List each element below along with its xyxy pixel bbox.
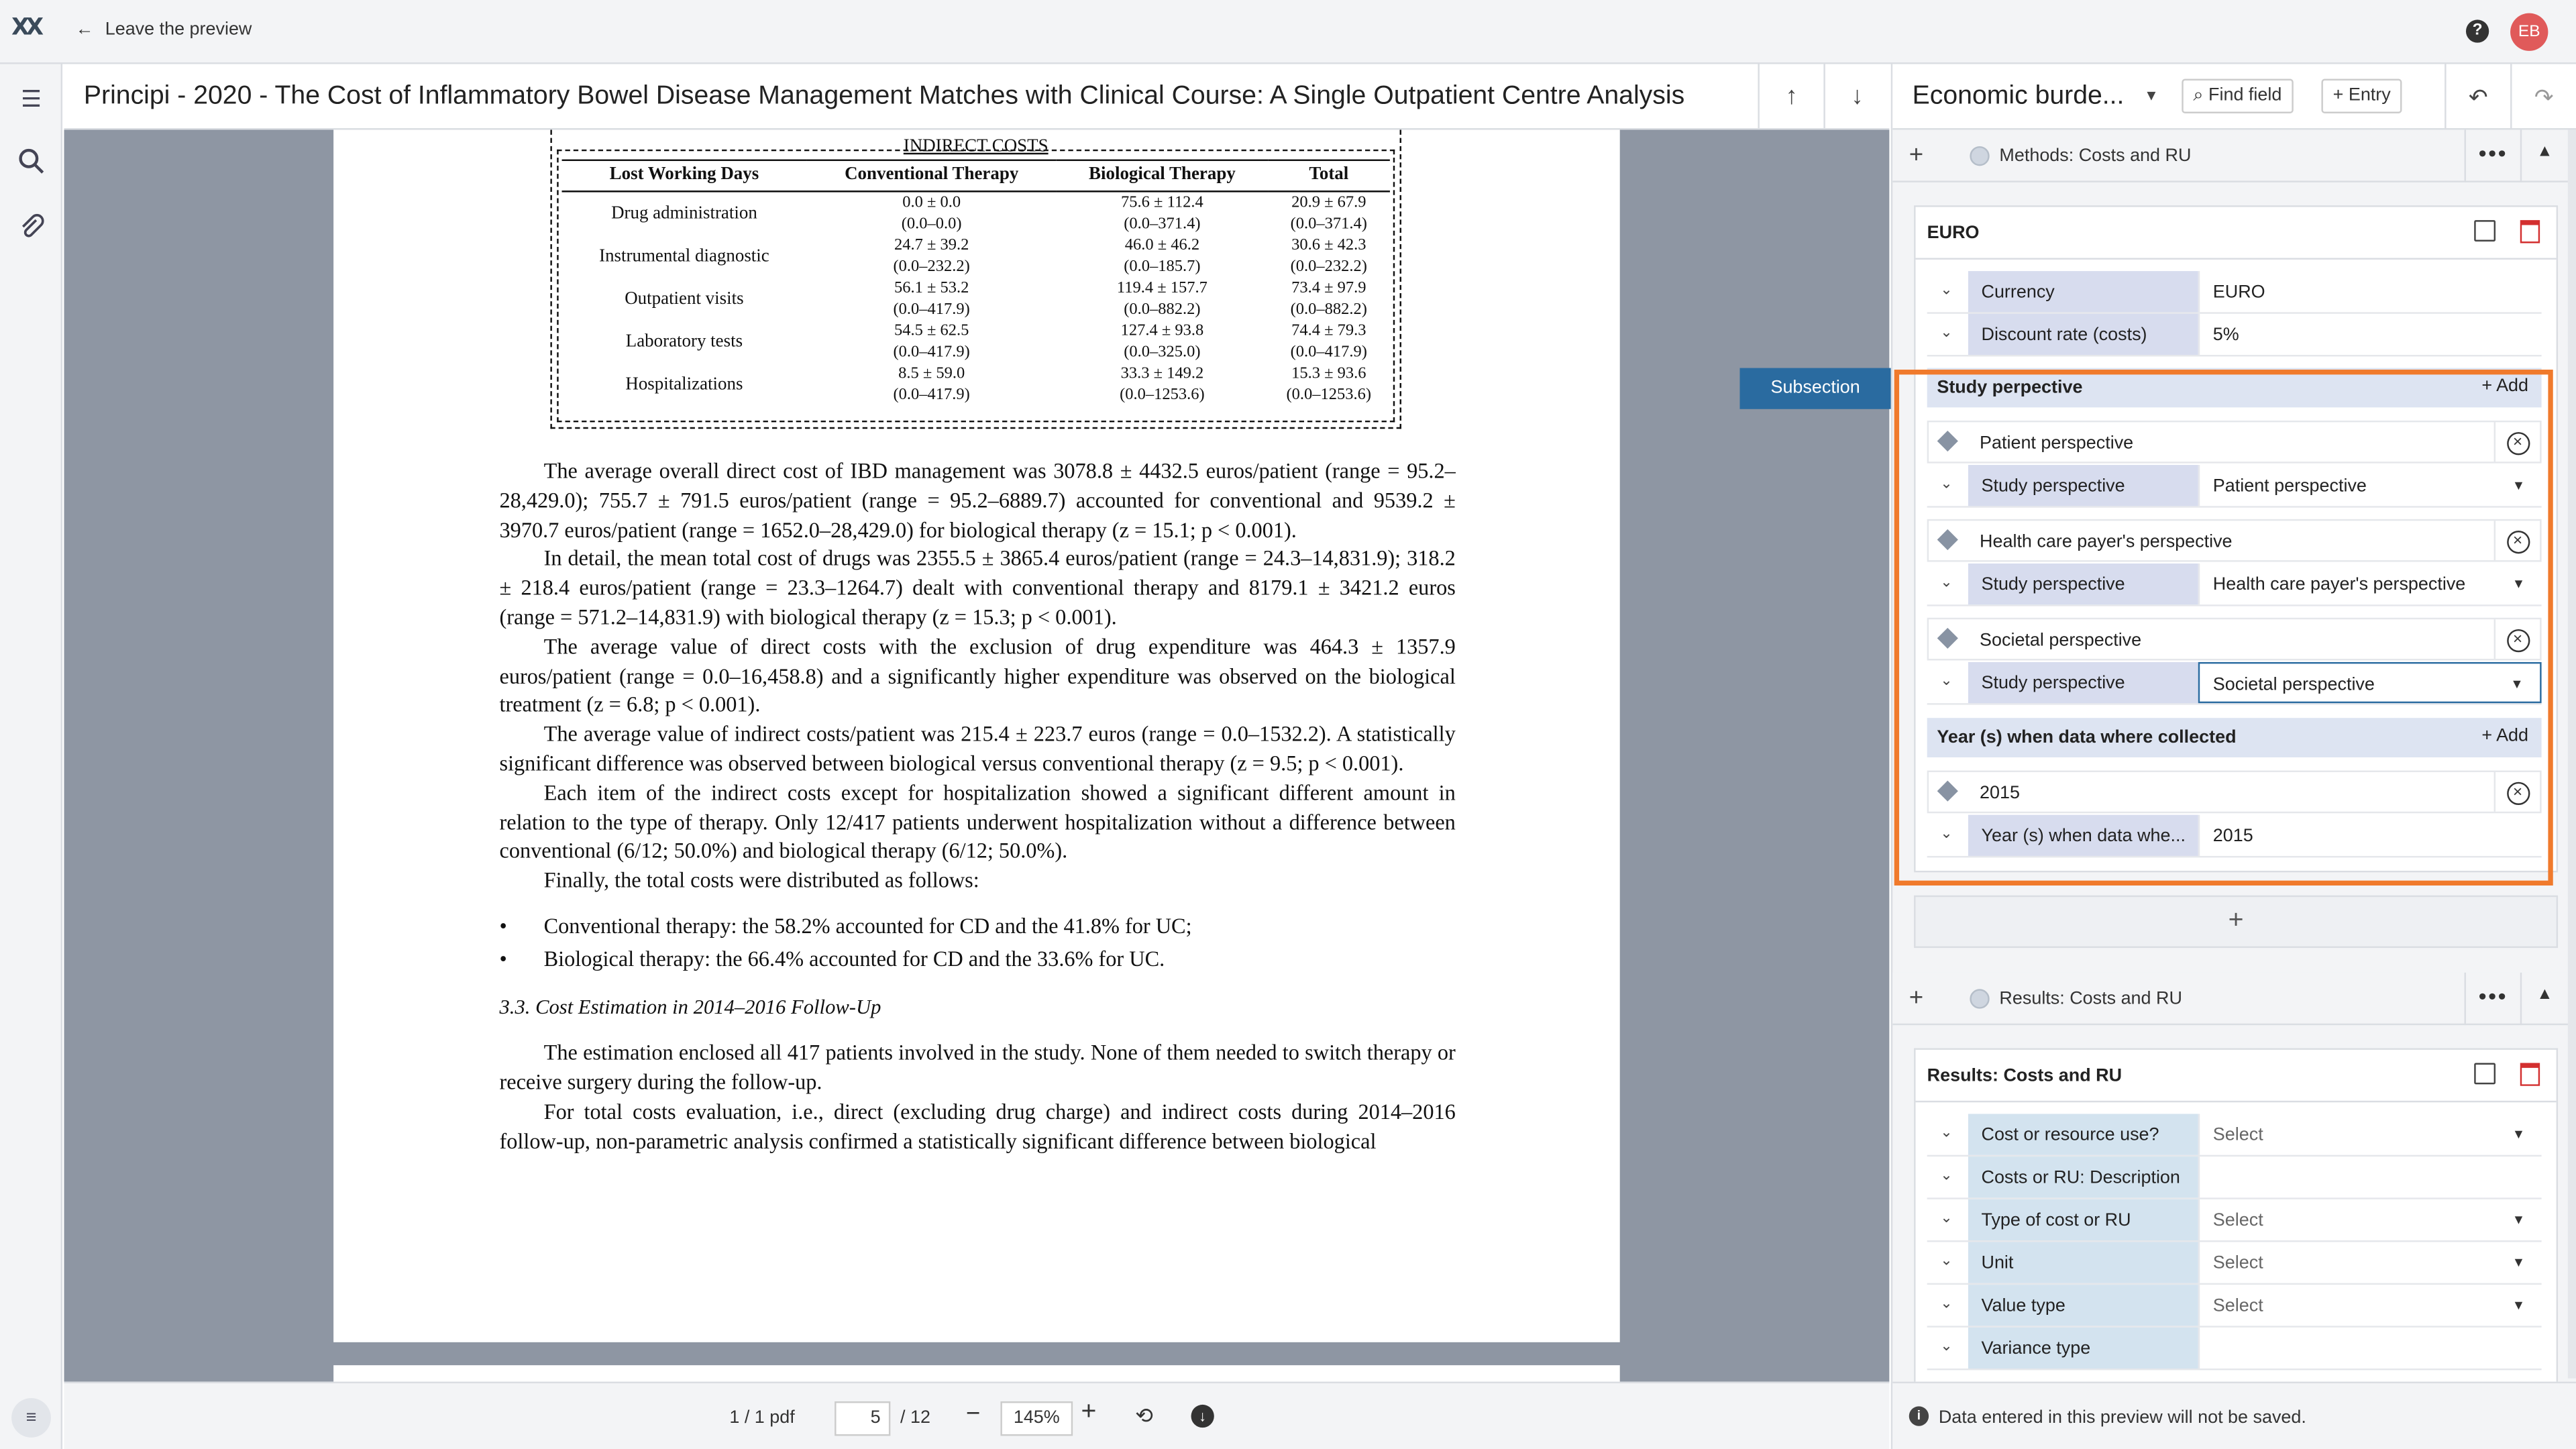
paragraph: The average value of indirect costs/patient was 215.4 ± 223.7 euros (range = 0.0–1532.2). A statistically significant difference was observed between biological versus conventional therapy (z = 9.5; p < 0.001). bbox=[499, 721, 1456, 775]
entry-label: Entry bbox=[2348, 85, 2391, 105]
zoom-in-button[interactable]: + bbox=[1081, 1398, 1097, 1426]
card-title: EURO bbox=[1927, 223, 1980, 244]
panel-scrollbar[interactable] bbox=[2568, 129, 2576, 1378]
field-input[interactable]: Select ▼ bbox=[2198, 1242, 2542, 1283]
table-cell: 24.7 ± 39.2 (0.0–232.2) bbox=[893, 236, 970, 276]
table-cell: 30.6 ± 42.3 (0.0–232.2) bbox=[1290, 236, 1367, 276]
chevron-down-icon[interactable]: ⌄ bbox=[1940, 672, 1953, 689]
chevron-down-icon[interactable]: ⌄ bbox=[1940, 1209, 1953, 1226]
add-year-button[interactable]: + Add bbox=[2481, 726, 2529, 746]
chevron-down-icon[interactable]: ⌄ bbox=[1940, 824, 1953, 841]
download-icon[interactable]: ↓ bbox=[1191, 1405, 1214, 1428]
diamond-icon bbox=[1937, 628, 1958, 649]
dropdown-arrow-icon: ▼ bbox=[2512, 1212, 2526, 1228]
entry-row[interactable] bbox=[1927, 771, 2542, 814]
study-perspective-select[interactable]: Societal perspective ▼ bbox=[2198, 662, 2542, 703]
section-status-icon bbox=[1970, 146, 1989, 166]
pdf-next-page bbox=[333, 1365, 1620, 1381]
field-row bbox=[1927, 1114, 2542, 1157]
table-header: Total bbox=[1268, 160, 1390, 192]
pdf-count: 1 / 1 pdf bbox=[729, 1407, 795, 1428]
app-logo[interactable]: XX bbox=[11, 15, 41, 42]
add-section-button[interactable]: + bbox=[1909, 141, 1924, 170]
table-cell: Instrumental diagnostic bbox=[599, 246, 769, 266]
table-cell: 127.4 ± 93.8 (0.0–325.0) bbox=[1120, 322, 1204, 362]
field-row-study-perspective bbox=[1927, 564, 2542, 606]
pdf-body-text bbox=[499, 457, 1455, 1156]
close-icon: × bbox=[2506, 782, 2529, 805]
collapse-icon[interactable]: ▲ bbox=[2536, 985, 2553, 1004]
pdf-viewer[interactable] bbox=[64, 129, 1890, 1381]
field-label: Currency bbox=[1968, 271, 2198, 312]
year-subsection bbox=[1927, 718, 2542, 757]
table-cell: Hospitalizations bbox=[625, 374, 743, 394]
subsection-title: Year (s) when data where collected bbox=[1937, 727, 2237, 748]
table-cell: 0.0 ± 0.0 (0.0–0.0) bbox=[901, 193, 962, 233]
diamond-icon bbox=[1937, 529, 1958, 550]
notice-text: Data entered in this preview will not be saved. bbox=[1938, 1407, 2306, 1428]
paragraph: For total costs evaluation, i.e., direct (excluding drug charge) and indirect costs during 2014–2016 follow-up, non-parametric analysis confirmed a statistically significant difference between biological bbox=[499, 1099, 1456, 1153]
zoom-out-button[interactable]: − bbox=[966, 1399, 981, 1428]
field-label: Year (s) when data whe... bbox=[1968, 815, 2198, 856]
document-title-bar bbox=[64, 64, 1890, 130]
field-row bbox=[1927, 1328, 2542, 1371]
card-title: Results: Costs and RU bbox=[1927, 1066, 2123, 1086]
methods-card bbox=[1914, 205, 2558, 872]
table-row bbox=[562, 278, 1390, 321]
field-input[interactable]: Select ▼ bbox=[2198, 1199, 2542, 1240]
table-cell: 8.5 ± 59.0 (0.0–417.9) bbox=[893, 364, 970, 405]
table-cell: 119.4 ± 157.7 (0.0–882.2) bbox=[1116, 279, 1208, 319]
entry-row[interactable] bbox=[1927, 519, 2542, 562]
chevron-down-icon[interactable]: ⌄ bbox=[1940, 1166, 1953, 1183]
collapse-icon[interactable]: ▲ bbox=[2536, 143, 2553, 162]
table-cell: 56.1 ± 53.2 (0.0–417.9) bbox=[893, 279, 970, 319]
add-study-perspective-button[interactable]: + Add bbox=[2481, 376, 2529, 396]
card-header bbox=[1916, 1050, 2557, 1102]
currency-input[interactable]: EURO bbox=[2198, 271, 2542, 312]
table-header: Conventional Therapy bbox=[806, 160, 1057, 192]
paragraph: In detail, the mean total cost of drugs was 2355.5 ± 3865.4 euros/patient (range = 24.3–14,831.9); 318.2 ± 218.4 euros/patient (range = 23.3–1264.7) dealt with conventional therapy and 8179.1 ± 3421.2 euros (range = 571.2–14,831.9) with biological therapy (z = 15.3; p < 0.001). bbox=[499, 546, 1456, 629]
chevron-down-icon[interactable]: ⌄ bbox=[1940, 323, 1953, 340]
year-input[interactable]: 2015 bbox=[2198, 815, 2542, 856]
field-row-currency bbox=[1927, 271, 2542, 314]
panel-header bbox=[1892, 64, 2576, 130]
pdf-page bbox=[333, 129, 1620, 1342]
page-number-input[interactable]: 5 bbox=[835, 1401, 890, 1436]
field-label: Discount rate (costs) bbox=[1968, 314, 2198, 355]
zoom-level-input[interactable]: 145% bbox=[1000, 1401, 1073, 1436]
section-bar-results bbox=[1892, 973, 2576, 1025]
field-row bbox=[1927, 1285, 2542, 1328]
paragraph: The estimation enclosed all 417 patients involved in the study. None of them needed to switch therapy or receive surgery during the follow-up. bbox=[499, 1040, 1456, 1095]
list-icon[interactable]: ☰ bbox=[21, 85, 42, 112]
table-cell: 20.9 ± 67.9 (0.0–371.4) bbox=[1290, 193, 1367, 233]
paragraph: The average value of direct costs with the exclusion of drug expenditure was 464.3 ± 1357.9 euros/patient (range = 0.0–16,458.8) and a significantly higher expenditure was observed on the biological treatment (z = 6.8; p < 0.001). bbox=[499, 633, 1456, 717]
field-label: Cost or resource use? bbox=[1968, 1114, 2198, 1155]
discount-rate-input[interactable]: 5% bbox=[2198, 314, 2542, 355]
section-status-icon bbox=[1970, 989, 1989, 1008]
extraction-panel bbox=[1891, 64, 2576, 1449]
duplicate-icon[interactable] bbox=[2474, 1063, 2496, 1085]
field-label: Unit bbox=[1968, 1242, 2198, 1283]
field-label: Study perspective bbox=[1968, 662, 2198, 703]
entry-row[interactable] bbox=[1927, 421, 2542, 464]
table-cell: 73.4 ± 97.9 (0.0–882.2) bbox=[1290, 279, 1367, 319]
table-cell: Laboratory tests bbox=[625, 331, 743, 351]
search-icon[interactable] bbox=[16, 148, 46, 177]
table-header: Biological Therapy bbox=[1057, 160, 1268, 192]
table-header: Lost Working Days bbox=[562, 160, 807, 192]
attachment-icon[interactable] bbox=[16, 213, 46, 243]
chevron-down-icon[interactable]: ⌄ bbox=[1940, 1294, 1953, 1311]
entry-title: 2015 bbox=[1980, 784, 2021, 804]
field-label: Variance type bbox=[1968, 1328, 2198, 1368]
entry-title: Patient perspective bbox=[1980, 433, 2134, 453]
close-icon: × bbox=[2506, 432, 2529, 455]
table-cell: 15.3 ± 93.6 (0.0–1253.6) bbox=[1286, 364, 1372, 405]
field-row-study-perspective bbox=[1927, 465, 2542, 508]
form-selector[interactable]: Economic burde... bbox=[1912, 82, 2125, 111]
chevron-down-icon[interactable]: ⌄ bbox=[1940, 1252, 1953, 1269]
user-avatar[interactable]: EB bbox=[2510, 13, 2548, 51]
table-row bbox=[562, 235, 1390, 278]
paragraph: The average overall direct cost of IBD management was 3078.8 ± 4432.5 euros/patient (range = 95.2–28,429.0); 755.7 ± 791.5 euros/patient (range = 95.2–6889.7) accounted for conventional and 9539.2 ± 3970.7 euros/patient (range = 1652.0–28,429.0) for biological therapy (z = 15.1; p < 0.001). bbox=[499, 458, 1456, 542]
rotate-icon[interactable]: ⟲ bbox=[1135, 1403, 1153, 1428]
table-cell: 75.6 ± 112.4 (0.0–371.4) bbox=[1121, 193, 1203, 233]
field-row bbox=[1927, 1242, 2542, 1285]
results-card bbox=[1914, 1048, 2558, 1381]
study-perspective-select[interactable]: Patient perspective ▼ bbox=[2198, 465, 2542, 506]
field-input[interactable] bbox=[2198, 1328, 2542, 1368]
leave-preview-button[interactable] bbox=[76, 19, 252, 39]
redo-icon[interactable]: ↷ bbox=[2510, 64, 2576, 130]
preview-notice bbox=[1892, 1382, 2576, 1449]
section-title: Results: Costs and RU bbox=[1999, 989, 2182, 1009]
document-title: Principi - 2020 - The Cost of Inflammatory Bowel Disease Management Matches with Clinical Course: A Single Outpatient Centre Analysis bbox=[83, 82, 1685, 111]
pdf-toolbar bbox=[64, 1382, 1890, 1449]
arrow-left-icon: ← bbox=[75, 19, 94, 40]
search-icon: ⌕ bbox=[2193, 85, 2204, 105]
more-options-icon[interactable]: ••• bbox=[2464, 973, 2522, 1025]
chevron-down-icon[interactable]: ⌄ bbox=[1940, 474, 1953, 492]
field-input[interactable]: Select ▼ bbox=[2198, 1114, 2542, 1155]
leave-preview-label: Leave the preview bbox=[105, 19, 252, 40]
remove-entry-button[interactable] bbox=[2494, 772, 2540, 812]
dropdown-arrow-icon: ▼ bbox=[2510, 676, 2524, 692]
remove-entry-button[interactable] bbox=[2494, 422, 2540, 462]
dropdown-arrow-icon: ▼ bbox=[2512, 478, 2526, 493]
field-row-year bbox=[1927, 815, 2542, 858]
entry-row[interactable] bbox=[1927, 618, 2542, 661]
dropdown-arrow-icon: ▼ bbox=[2512, 576, 2526, 592]
dropdown-arrow-icon: ▼ bbox=[2512, 1255, 2526, 1271]
page-total: / 12 bbox=[900, 1407, 931, 1428]
add-entry-plus-button[interactable]: + bbox=[1914, 896, 2558, 948]
table-cell: 33.3 ± 149.2 (0.0–1253.6) bbox=[1120, 364, 1205, 405]
more-options-icon[interactable]: ••• bbox=[2464, 129, 2522, 182]
field-input[interactable]: Select ▼ bbox=[2198, 1285, 2542, 1326]
study-perspective-subsection bbox=[1927, 368, 2542, 408]
chevron-down-icon[interactable]: ⌄ bbox=[1940, 573, 1953, 590]
table-cell: Outpatient visits bbox=[625, 288, 744, 309]
next-document-button[interactable]: ↓ bbox=[1823, 64, 1889, 130]
list-item: • Conventional therapy: the 58.2% accounted for CD and the 41.8% for UC; bbox=[499, 912, 1455, 941]
close-icon: × bbox=[2506, 629, 2529, 652]
dropdown-arrow-icon: ▼ bbox=[2512, 1127, 2526, 1142]
field-label: Study perspective bbox=[1968, 465, 2198, 506]
help-icon[interactable]: ? bbox=[2466, 19, 2489, 42]
field-label: Value type bbox=[1968, 1285, 2198, 1326]
field-row bbox=[1927, 1157, 2542, 1199]
info-icon: i bbox=[1909, 1406, 1929, 1426]
delete-icon[interactable] bbox=[2520, 220, 2540, 243]
chevron-down-icon[interactable]: ⌄ bbox=[1940, 280, 1953, 298]
bullet-list bbox=[499, 912, 1455, 973]
remove-entry-button[interactable] bbox=[2494, 619, 2540, 659]
chevron-down-icon[interactable]: ⌄ bbox=[1940, 1124, 1953, 1140]
previous-document-button[interactable]: ↑ bbox=[1758, 64, 1823, 130]
plus-icon: + bbox=[2332, 85, 2344, 105]
section-bar-methods bbox=[1892, 129, 2576, 182]
left-rail bbox=[0, 64, 62, 1449]
paragraph: Each item of the indirect costs except for hospitalization showed a significant different amount in relation to the type of therapy. Only 12/417 patients underwent hospitalization without a difference between conventional (6/12; 50.0%) and biological therapy (6/12; 50.0%). bbox=[499, 780, 1456, 863]
delete-icon[interactable] bbox=[2520, 1063, 2540, 1086]
table-row bbox=[562, 321, 1390, 364]
chevron-down-icon[interactable]: ⌄ bbox=[1940, 1337, 1953, 1354]
field-row bbox=[1927, 1199, 2542, 1242]
section-title: Methods: Costs and RU bbox=[1999, 146, 2192, 166]
field-label: Type of cost or RU bbox=[1968, 1199, 2198, 1240]
subsection-tag[interactable]: Subsection bbox=[1739, 368, 1890, 409]
field-label: Costs or RU: Description bbox=[1968, 1157, 2198, 1197]
table-caption: INDIRECT COSTS bbox=[903, 136, 1049, 156]
diamond-icon bbox=[1937, 431, 1958, 451]
dropdown-arrow-icon: ▼ bbox=[2512, 1297, 2526, 1313]
undo-icon[interactable]: ↶ bbox=[2445, 64, 2510, 130]
field-row-study-perspective bbox=[1927, 662, 2542, 705]
table-cell: 74.4 ± 79.3 (0.0–417.9) bbox=[1290, 322, 1367, 362]
table-row bbox=[562, 191, 1390, 235]
card-header bbox=[1916, 207, 2557, 260]
remove-entry-button[interactable] bbox=[2494, 521, 2540, 560]
add-entry-button[interactable] bbox=[2321, 79, 2402, 113]
table-cell: Drug administration bbox=[611, 203, 757, 223]
close-icon: × bbox=[2506, 531, 2529, 553]
field-input[interactable] bbox=[2198, 1157, 2542, 1197]
find-field-button[interactable] bbox=[2182, 79, 2293, 113]
duplicate-icon[interactable] bbox=[2474, 220, 2496, 241]
outline-toggle-icon[interactable]: ≡ bbox=[11, 1398, 51, 1438]
list-item: • Biological therapy: the 66.4% accounted for CD and the 33.6% for UC. bbox=[499, 945, 1455, 974]
entry-title: Health care payer's perspective bbox=[1980, 532, 2233, 552]
table-cell: 54.5 ± 62.5 (0.0–417.9) bbox=[893, 322, 970, 362]
section-heading: 3.3. Cost Estimation in 2014–2016 Follow-Up bbox=[499, 994, 881, 1018]
paragraph: Finally, the total costs were distributed as follows: bbox=[543, 867, 979, 893]
table-cell: 46.0 ± 46.2 (0.0–185.7) bbox=[1124, 236, 1201, 276]
field-label: Study perspective bbox=[1968, 564, 2198, 604]
subsection-title: Study perpective bbox=[1937, 378, 2083, 398]
diamond-icon bbox=[1937, 781, 1958, 802]
entry-title: Societal perspective bbox=[1980, 631, 2142, 651]
top-bar bbox=[0, 0, 2576, 64]
find-field-label: Find field bbox=[2208, 85, 2282, 105]
indirect-costs-table bbox=[550, 129, 1401, 429]
add-section-button[interactable]: + bbox=[1909, 983, 1924, 1012]
chevron-down-icon[interactable]: ▼ bbox=[2143, 87, 2159, 104]
costs-table bbox=[562, 160, 1390, 406]
field-row-discount-rate bbox=[1927, 314, 2542, 357]
table-row bbox=[562, 363, 1390, 406]
study-perspective-select[interactable]: Health care payer's perspective ▼ bbox=[2198, 564, 2542, 604]
